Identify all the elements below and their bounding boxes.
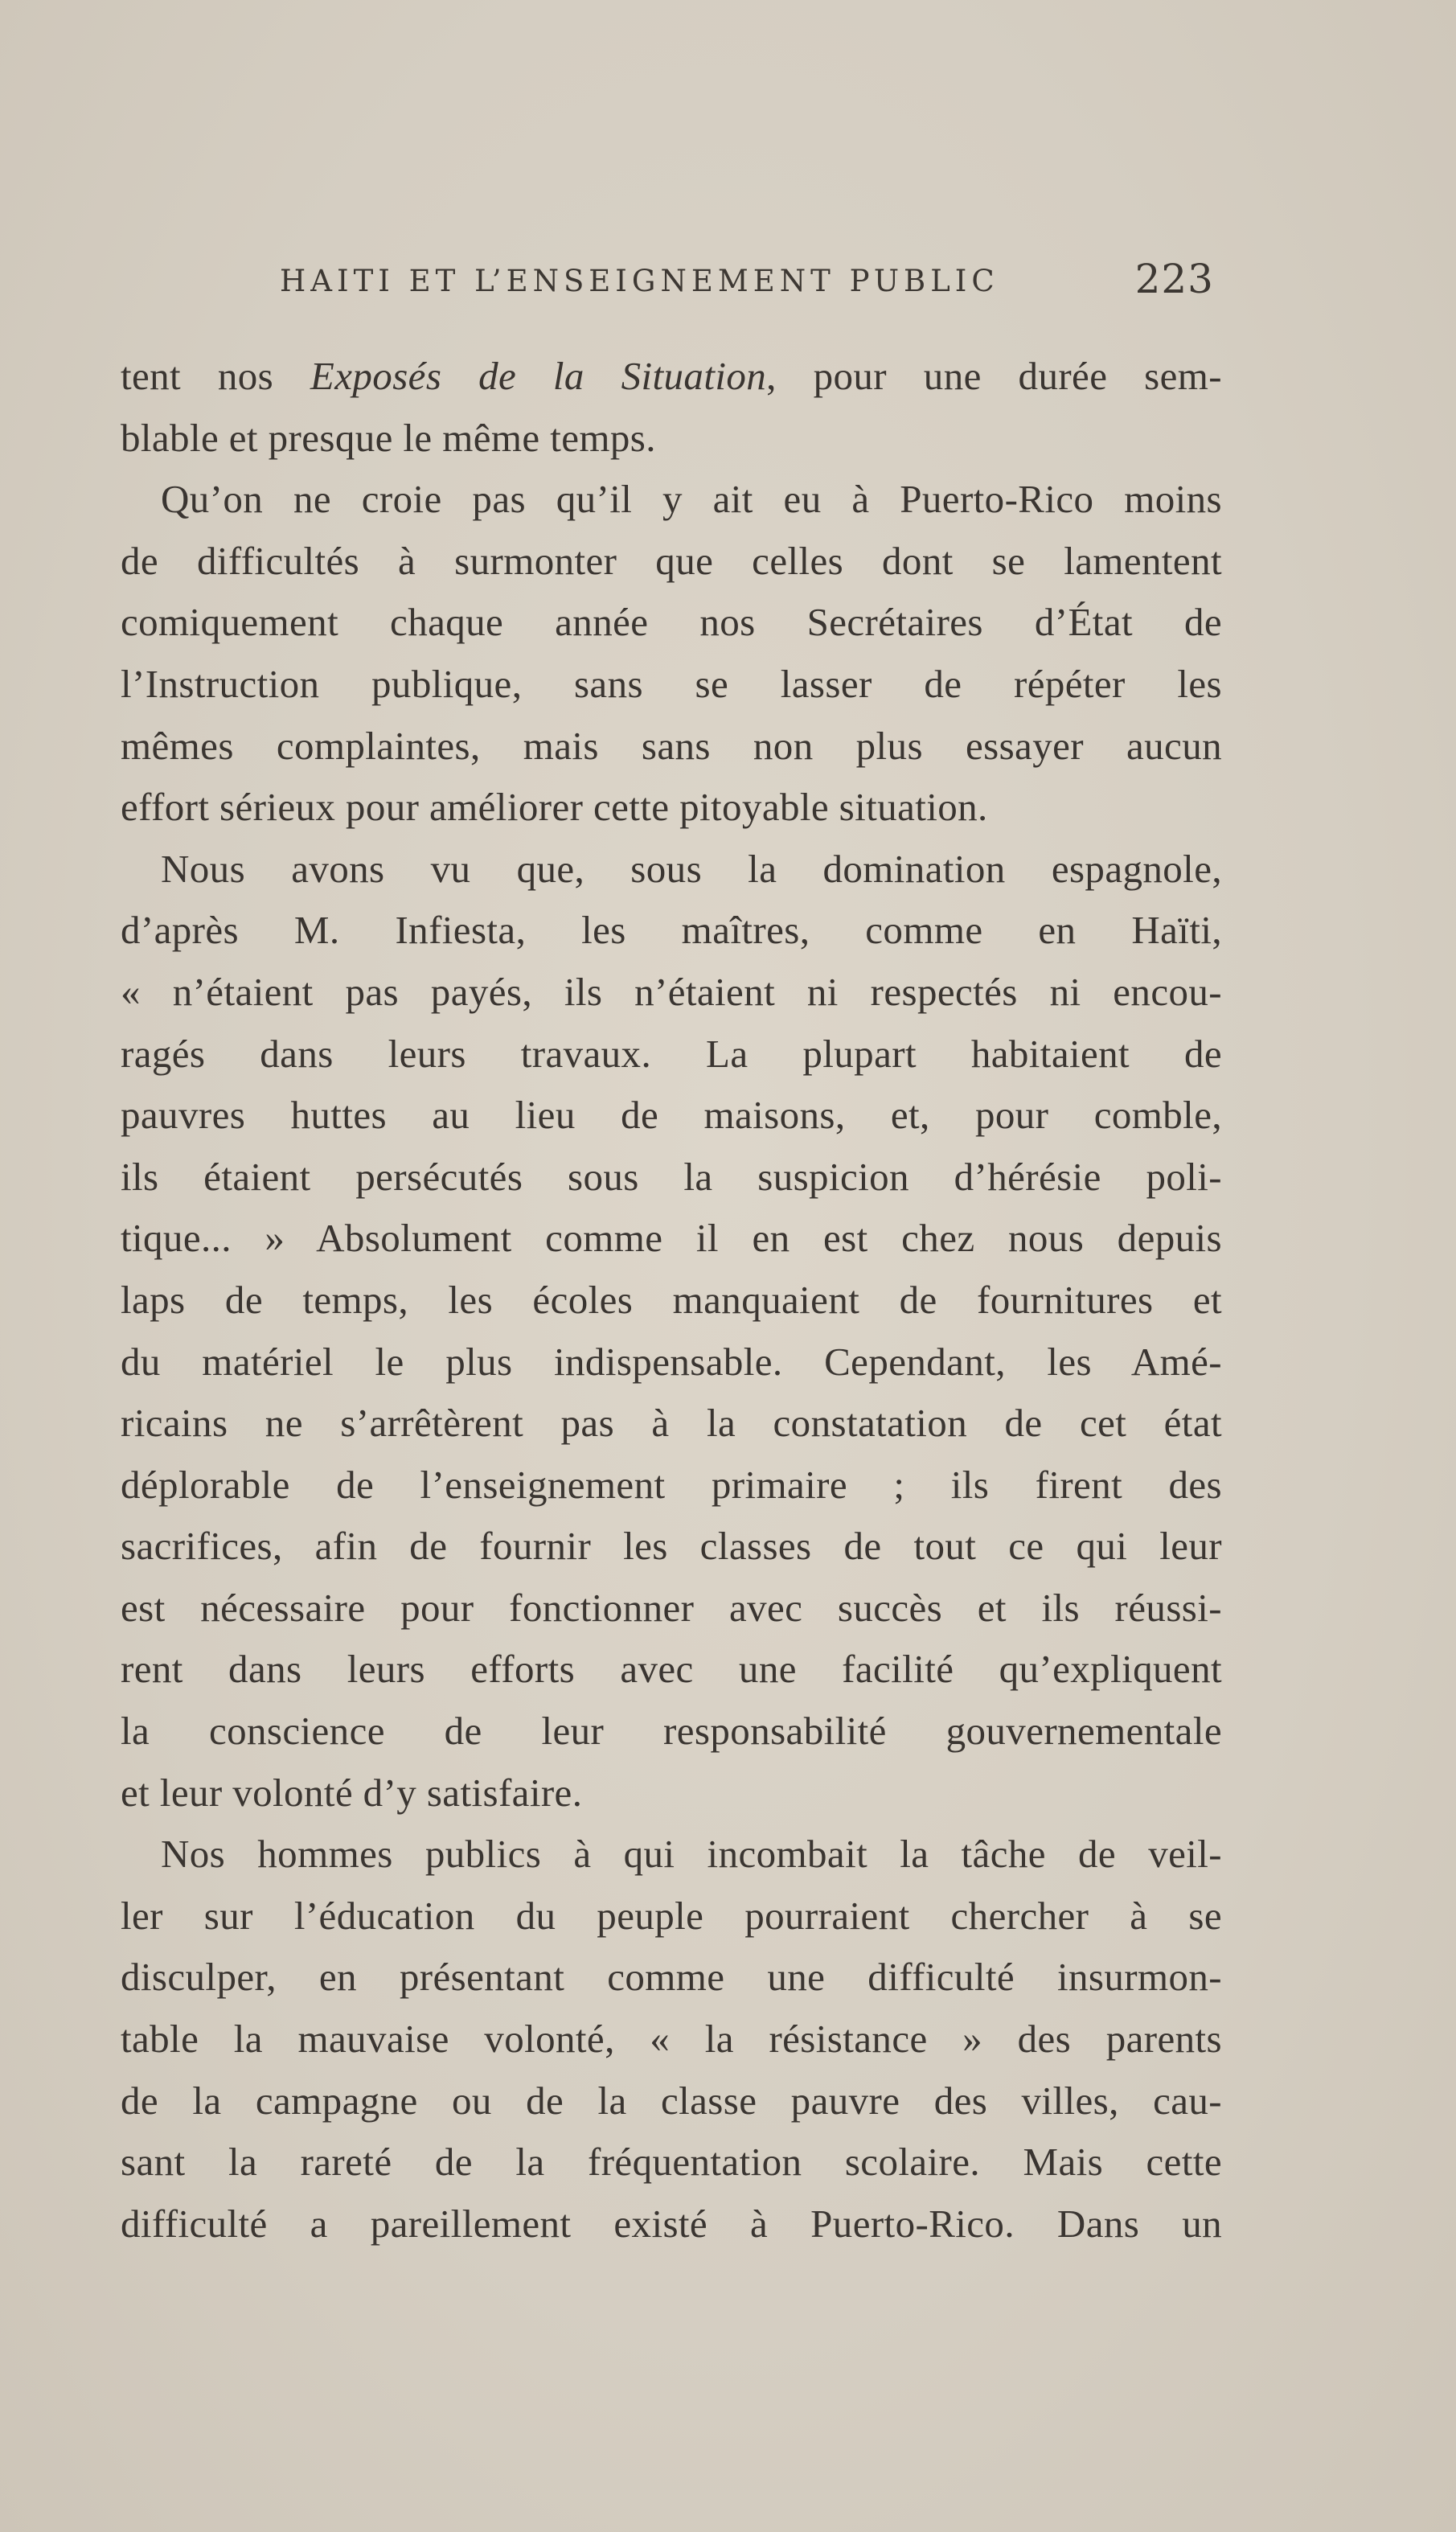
text-line [121, 654, 1222, 716]
text-run: tique... » Absolument comme il en est chez nous depuis [121, 1216, 1222, 1261]
text-run: d’après M. Infiesta, les maîtres, comme en Haïti, [121, 908, 1222, 953]
text-run: et leur volonté d’y satisfaire. [121, 1770, 583, 1815]
text-line [121, 1886, 1222, 1947]
text-line [121, 1947, 1222, 2009]
text-run: tent nos [121, 354, 310, 398]
text-line [121, 1824, 1222, 1886]
body-text [121, 346, 1222, 2255]
text-run: ils étaient persécutés sous la suspicion d’hérésie poli- [121, 1154, 1222, 1199]
text-line [121, 531, 1222, 593]
text-line [121, 1085, 1222, 1147]
text-line [121, 408, 1222, 470]
text-run: est nécessaire pour fonctionner avec succès et ils réussi- [121, 1585, 1222, 1630]
text-line [121, 777, 1222, 839]
text-line [121, 2070, 1222, 2132]
text-run: ricains ne s’arrêtèrent pas à la constatation de cet état [121, 1401, 1222, 1446]
text-run: Qu’on ne croie pas qu’il y ait eu à Puerto-Rico moins [161, 477, 1222, 522]
text-run: sant la rareté de la fréquentation scolaire. Mais cette [121, 2140, 1222, 2185]
text-line [121, 900, 1222, 962]
text-run: ler sur l’éducation du peuple pourraient chercher à se [121, 1893, 1222, 1938]
text-line [121, 1578, 1222, 1639]
text-run: blable et presque le même temps. [121, 415, 656, 460]
text-run: table la mauvaise volonté, « la résistance » des parents [121, 2017, 1222, 2062]
text-line [121, 469, 1222, 531]
italic-title-text: Exposés de la Situation [310, 354, 767, 398]
text-line [121, 1516, 1222, 1578]
text-line [121, 1024, 1222, 1085]
text-run: de la campagne ou de la classe pauvre des villes, cau- [121, 2078, 1222, 2123]
text-line [121, 839, 1222, 901]
text-run: sacrifices, afin de fournir les classes de tout ce qui leur [121, 1524, 1222, 1569]
text-run: comiquement chaque année nos Secrétaires d’État de [121, 600, 1222, 645]
text-run: déplorable de l’enseignement primaire ; ils firent des [121, 1462, 1222, 1507]
text-line [121, 1763, 1222, 1824]
text-line [121, 2193, 1222, 2255]
text-line [121, 346, 1222, 408]
text-run: effort sérieux pour améliorer cette pitoyable situation. [121, 785, 988, 830]
text-line [121, 716, 1222, 778]
text-run: du matériel le plus indispensable. Cependant, les Amé- [121, 1339, 1222, 1384]
text-run: pauvres huttes au lieu de maisons, et, pour comble, [121, 1093, 1222, 1138]
text-line [121, 1393, 1222, 1455]
text-run: rent dans leurs efforts avec une facilité qu’expliquent [121, 1647, 1222, 1692]
text-run: la conscience de leur responsabilité gouvernementale [121, 1709, 1222, 1754]
text-line [121, 1701, 1222, 1763]
page-number: 223 [1134, 256, 1214, 302]
text-line [121, 1270, 1222, 1332]
text-line [121, 1455, 1222, 1516]
text-run: difficulté a pareillement existé à Puerto-Rico. Dans un [121, 2201, 1222, 2246]
text-run: laps de temps, les écoles manquaient de fournitures et [121, 1277, 1222, 1322]
text-run: Nos hommes publics à qui incombait la tâche de veil- [161, 1832, 1222, 1877]
running-head [280, 256, 1214, 304]
text-run: Nous avons vu que, sous la domination espagnole, [161, 846, 1222, 891]
text-run: ragés dans leurs travaux. La plupart habitaient de [121, 1031, 1222, 1076]
text-line [121, 1639, 1222, 1701]
text-line [121, 1208, 1222, 1270]
text-run: de difficultés à surmonter que celles dont se lamentent [121, 538, 1222, 583]
text-line [121, 1147, 1222, 1209]
text-run: « n’étaient pas payés, ils n’étaient ni respectés ni encou- [121, 969, 1222, 1014]
text-line [121, 592, 1222, 654]
text-line [121, 1332, 1222, 1393]
text-run: mêmes complaintes, mais sans non plus essayer aucun [121, 723, 1222, 768]
text-run: l’Instruction publique, sans se lasser de répéter les [121, 661, 1222, 706]
text-run: disculper, en présentant comme une difficulté insurmon- [121, 1955, 1222, 2000]
text-line [121, 962, 1222, 1024]
text-run: , pour une durée sem- [766, 354, 1222, 398]
text-line [121, 2009, 1222, 2070]
running-title: HAITI ET L’ENSEIGNEMENT PUBLIC [280, 264, 999, 298]
text-line [121, 2132, 1222, 2193]
